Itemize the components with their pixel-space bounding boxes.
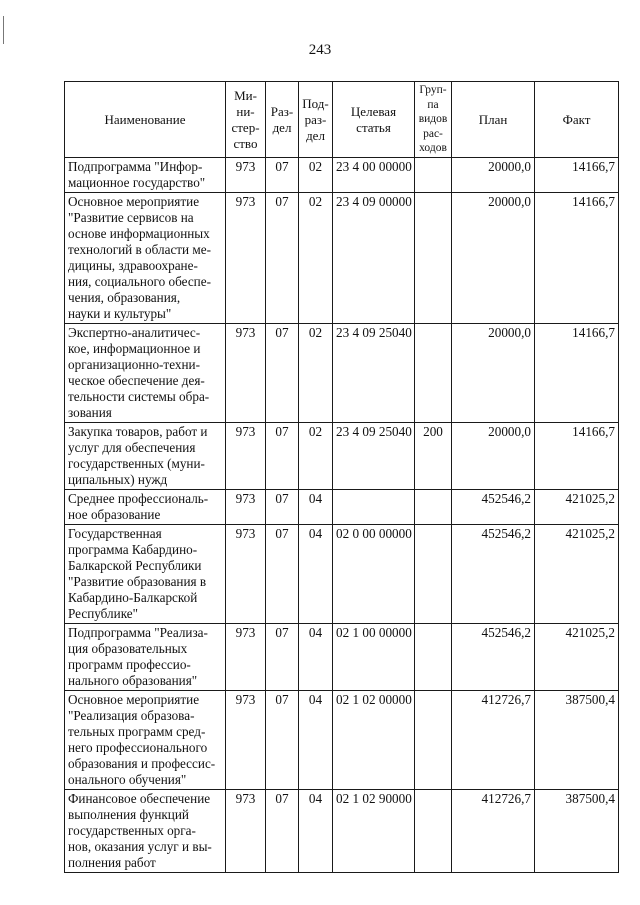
cell-plan: 412726,7 (452, 790, 535, 873)
cell-plan: 20000,0 (452, 423, 535, 490)
cell-subsection: 04 (299, 525, 333, 624)
cell-group (415, 324, 452, 423)
page-number: 243 (308, 42, 332, 58)
cell-section: 07 (266, 691, 299, 790)
cell-fact: 14166,7 (535, 324, 619, 423)
cell-ministry: 973 (226, 193, 266, 324)
table-body (65, 158, 619, 873)
cell-subsection: 04 (299, 490, 333, 525)
header-ministry: Ми- ни- стер- ство (226, 82, 266, 158)
table-row (65, 691, 619, 790)
cell-target (333, 490, 415, 525)
cell-ministry: 973 (226, 624, 266, 691)
cell-ministry: 973 (226, 691, 266, 790)
cell-name: Закупка товаров, работ и услуг для обеспечения государственных (муни- ципальных) нужд (65, 423, 226, 490)
cell-group (415, 525, 452, 624)
cell-group (415, 158, 452, 193)
table-row (65, 624, 619, 691)
cell-name: Государственная программа Кабардино- Балкарской Республики "Развитие образования в Кабардино-Балкарской Республике" (65, 525, 226, 624)
cell-section: 07 (266, 193, 299, 324)
cell-ministry: 973 (226, 490, 266, 525)
header-name: Наименование (65, 82, 226, 158)
cell-name: Подпрограмма "Реализа- ция образовательных программ профессио- нального образования" (65, 624, 226, 691)
cell-target: 02 1 02 00000 (333, 691, 415, 790)
cell-target: 02 0 00 00000 (333, 525, 415, 624)
table-row (65, 423, 619, 490)
table-row (65, 193, 619, 324)
cell-group (415, 790, 452, 873)
table-row (65, 525, 619, 624)
cell-ministry: 973 (226, 158, 266, 193)
cell-fact: 387500,4 (535, 691, 619, 790)
cell-subsection: 04 (299, 624, 333, 691)
table-row (65, 790, 619, 873)
scan-margin-mark (3, 16, 4, 44)
cell-target: 23 4 09 00000 (333, 193, 415, 324)
table-row (65, 490, 619, 525)
cell-group (415, 490, 452, 525)
cell-subsection: 04 (299, 790, 333, 873)
budget-table (64, 81, 619, 873)
cell-target: 02 1 00 00000 (333, 624, 415, 691)
cell-ministry: 973 (226, 423, 266, 490)
cell-group (415, 624, 452, 691)
header-section: Раз- дел (266, 82, 299, 158)
cell-plan: 412726,7 (452, 691, 535, 790)
cell-section: 07 (266, 158, 299, 193)
cell-plan: 20000,0 (452, 193, 535, 324)
header-group: Груп- па видов рас- ходов (415, 82, 452, 158)
cell-plan: 452546,2 (452, 624, 535, 691)
cell-target: 23 4 09 25040 (333, 423, 415, 490)
cell-fact: 14166,7 (535, 423, 619, 490)
header-plan: План (452, 82, 535, 158)
cell-target: 23 4 09 25040 (333, 324, 415, 423)
cell-section: 07 (266, 624, 299, 691)
cell-section: 07 (266, 423, 299, 490)
cell-plan: 452546,2 (452, 525, 535, 624)
cell-subsection: 04 (299, 691, 333, 790)
cell-section: 07 (266, 490, 299, 525)
cell-name: Среднее профессиональ- ное образование (65, 490, 226, 525)
cell-group: 200 (415, 423, 452, 490)
cell-fact: 14166,7 (535, 193, 619, 324)
cell-section: 07 (266, 525, 299, 624)
cell-plan: 452546,2 (452, 490, 535, 525)
cell-fact: 421025,2 (535, 624, 619, 691)
cell-section: 07 (266, 790, 299, 873)
cell-subsection: 02 (299, 423, 333, 490)
cell-ministry: 973 (226, 525, 266, 624)
cell-subsection: 02 (299, 324, 333, 423)
cell-plan: 20000,0 (452, 324, 535, 423)
header-target: Целевая статья (333, 82, 415, 158)
cell-group (415, 691, 452, 790)
table-row (65, 324, 619, 423)
cell-subsection: 02 (299, 193, 333, 324)
cell-name: Экспертно-аналитичес- кое, информационное и организационно-техни- ческое обеспечение дея- тельности системы обра- зования (65, 324, 226, 423)
header-fact: Факт (535, 82, 619, 158)
table-row (65, 158, 619, 193)
cell-fact: 387500,4 (535, 790, 619, 873)
table-header-row (65, 82, 619, 158)
cell-ministry: 973 (226, 790, 266, 873)
cell-name: Финансовое обеспечение выполнения функций государственных орга- нов, оказания услуг и вы- полнения работ (65, 790, 226, 873)
cell-target: 02 1 02 90000 (333, 790, 415, 873)
cell-ministry: 973 (226, 324, 266, 423)
cell-group (415, 193, 452, 324)
cell-fact: 14166,7 (535, 158, 619, 193)
cell-target: 23 4 00 00000 (333, 158, 415, 193)
cell-name: Основное мероприятие "Реализация образова- тельных программ сред- него профессионального образования и профессис- онального обучения" (65, 691, 226, 790)
cell-section: 07 (266, 324, 299, 423)
header-subsection: Под- раз- дел (299, 82, 333, 158)
cell-plan: 20000,0 (452, 158, 535, 193)
cell-fact: 421025,2 (535, 525, 619, 624)
cell-subsection: 02 (299, 158, 333, 193)
cell-name: Подпрограмма "Инфор- мационное государство" (65, 158, 226, 193)
cell-fact: 421025,2 (535, 490, 619, 525)
cell-name: Основное мероприятие "Развитие сервисов на основе информационных технологий в области ме- дицины, здравоохране- ния, социального обеспе- чения, образования, науки и культуры" (65, 193, 226, 324)
